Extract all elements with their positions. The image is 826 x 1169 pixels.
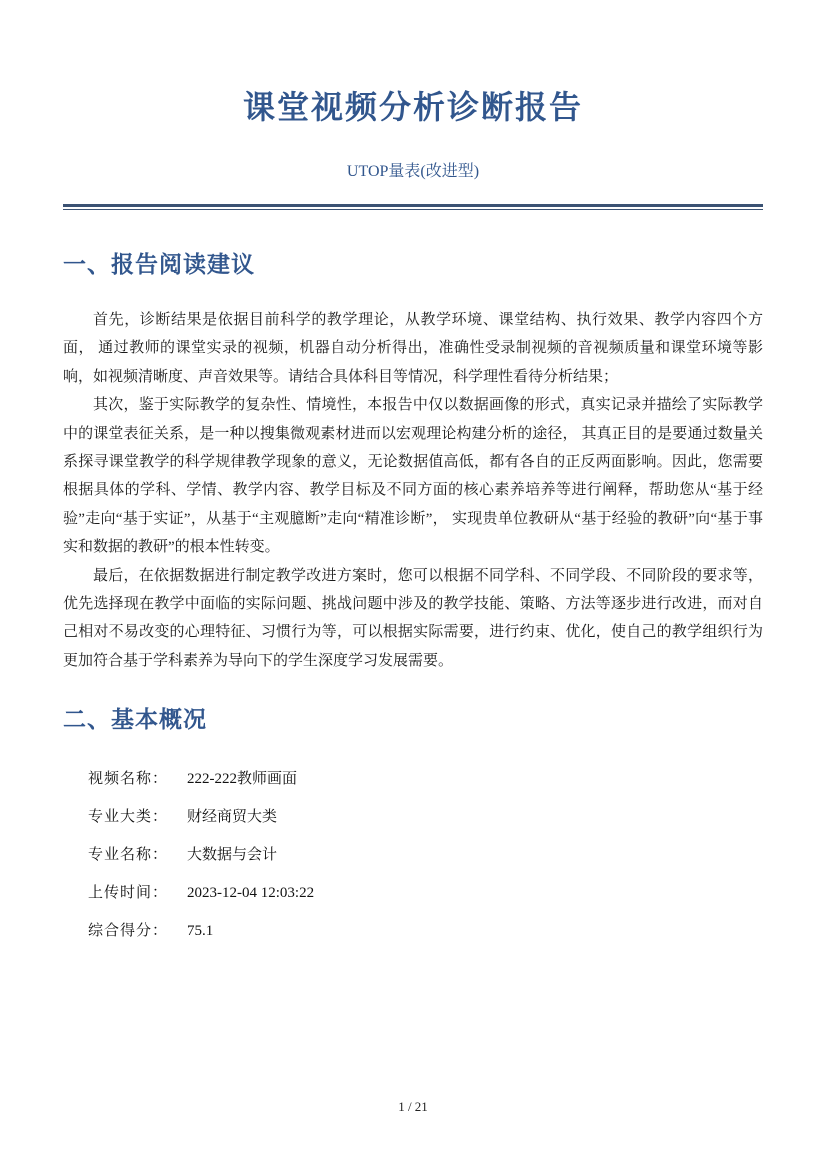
report-title: 课堂视频分析诊断报告 bbox=[242, 89, 583, 125]
section-heading-basic-overview: 二、基本概况 bbox=[63, 707, 207, 733]
thick-thin-divider bbox=[63, 204, 763, 210]
info-row-video-name bbox=[88, 767, 763, 805]
info-label: 视频名称： bbox=[88, 771, 169, 788]
info-row-overall-score bbox=[88, 919, 763, 957]
info-row-upload-time bbox=[88, 881, 763, 919]
reading-advice-body bbox=[63, 306, 763, 675]
paragraph-second: 其次，鉴于实际教学的复杂性、情境性，本报告中仅以数据画像的形式，真实记录并描绘了实际教学中的课堂表征关系，是一种以搜集微观素材进而以宏观理论构建分析的途径， 其真正目的是要通过数量关系探寻课堂教学的科学规律教学现象的意义，无论数据值高低，都有各自的正反两面影响。因此，您需要根据具体的学科、学情、教学内容、教学目标及不同方面的核心素养培养等进行阐释，帮助您从“基于经验”走向“基于实证”，从基于“主观臆断”走向“精准诊断”， 实现贵单位教研从“基于经验的教研”向“基于事实和数据的教研”的根本性转变。 bbox=[63, 397, 763, 556]
paragraph-first: 首先，诊断结果是依据目前科学的教学理论，从教学环境、课堂结构、执行效果、教学内容四个方面， 通过教师的课堂实录的视频，机器自动分析得出，准确性受录制视频的音视频质量和课堂环境等影响，如视频清晰度、声音效果等。请结合具体科目等情况，科学理性看待分析结果； bbox=[63, 312, 763, 385]
info-row-major-category bbox=[88, 805, 763, 843]
section-heading-reading-advice: 一、报告阅读建议 bbox=[63, 252, 255, 277]
paragraph-third: 最后，在依据数据进行制定教学改进方案时，您可以根据不同学科、不同学段、不同阶段的要求等，优先选择现在教学中面临的实际问题、挑战问题中涉及的教学技能、策略、方法等逐步进行改进，而对自己相对不易改变的心理特征、习惯行为等，可以根据实际需要，进行约束、优化，使自己的教学组织行为更加符合基于学科素养为导向下的学生深度学习发展需要。 bbox=[63, 567, 763, 669]
info-value: 财经商贸大类 bbox=[187, 809, 278, 826]
info-label: 综合得分： bbox=[88, 923, 169, 940]
info-value: 2023-12-04 12:03:22 bbox=[187, 885, 315, 902]
info-label: 专业大类： bbox=[88, 809, 169, 826]
info-label: 专业名称： bbox=[88, 847, 169, 864]
info-value: 222-222教师画面 bbox=[187, 771, 297, 788]
page-number: 1 / 21 bbox=[398, 1099, 428, 1114]
info-value: 75.1 bbox=[187, 923, 214, 940]
info-row-major-name bbox=[88, 843, 763, 881]
basic-overview-list bbox=[63, 767, 763, 957]
info-label: 上传时间： bbox=[88, 885, 169, 902]
report-subtitle: UTOP量表(改进型) bbox=[346, 163, 480, 180]
info-value: 大数据与会计 bbox=[187, 847, 278, 864]
